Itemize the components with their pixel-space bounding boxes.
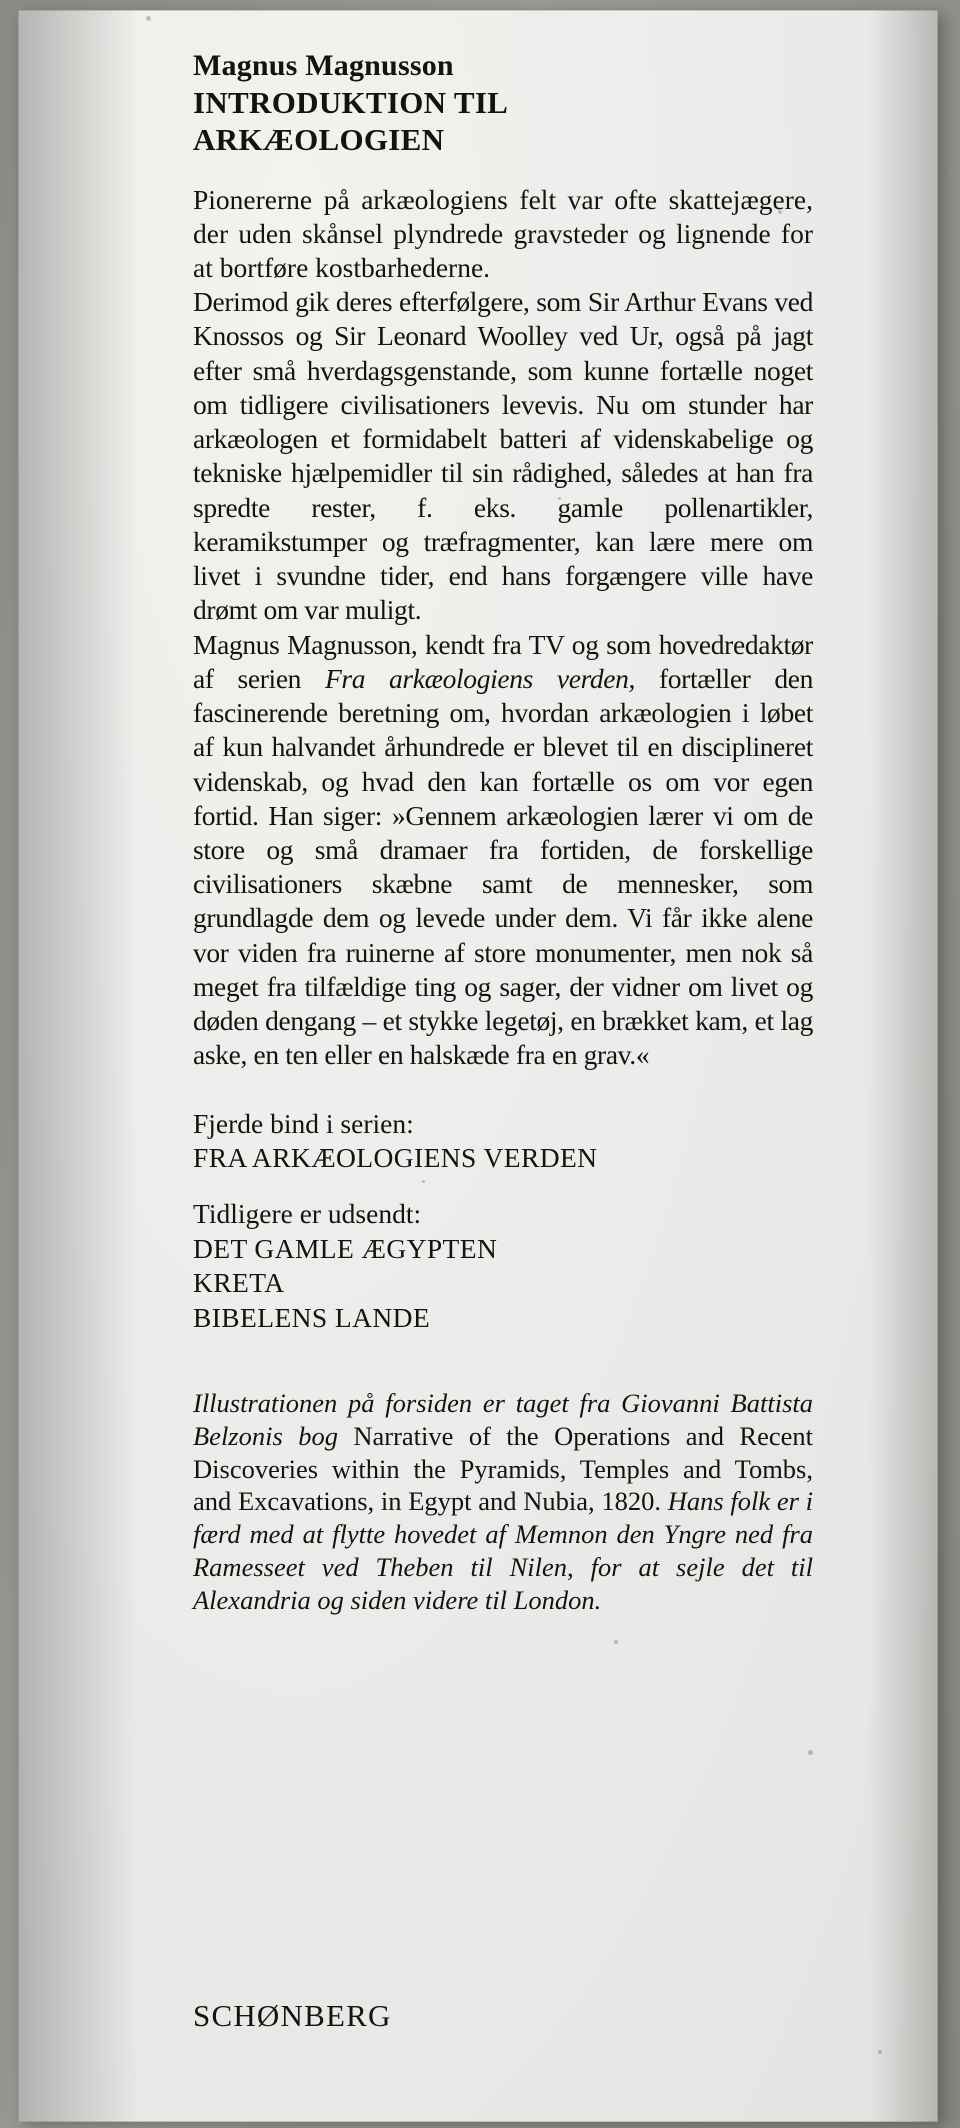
blurb-p3-part-b: fortæller den fascinerende beretning om, hvordan arkæologien i løbet af kun halvandet århundrede er blevet til en disciplineret videnskab, og hvad den kan fortælle os om vor egen fortid. Han siger: »Gennem arkæologien lærer vi om de store og små dramaer fra fortiden, de forskellige civilisationers skæbne samt de mennesker, som grundlagde dem og levede under dem. Vi får ikke alene vor viden fra ruinerne af store monumenter, men nok så meget fra tilfældige ting og sager, der vidner om livet og døden dengang – et stykke legetøj, en brækket kam, et lag aske, en ten eller en halskæde fra en grav.« [193, 662, 814, 1071]
dust-speck [878, 2050, 882, 2054]
illustration-credit-italic-1: Illustrationen på forsiden er taget fra Giovanni Battista Belzonis bog [193, 1387, 813, 1451]
blurb-text [193, 183, 813, 1073]
cover-text-column [193, 48, 813, 1617]
illustration-credit-italic-2: Hans folk er i færd med at flytte hovedet af Memnon den Yngre ned fra Ramesseet ved Theben til Nilen, for at sejle det til Alexandria og siden videre til London. [193, 1486, 813, 1616]
book-title-line-1: INTRODUKTION TIL [193, 85, 509, 121]
series-current-label: Fjerde bind i serien: [193, 1107, 414, 1139]
series-info [193, 1107, 813, 1335]
blurb-p3-part-a: Magnus Magnusson, kendt fra TV og som hovedredaktør af serien [193, 628, 813, 694]
dust-speck [808, 1750, 813, 1755]
book-back-cover [18, 10, 938, 2122]
series-previous-title-2: KRETA [193, 1267, 285, 1299]
dust-speck [146, 16, 151, 21]
publisher-name: SCHØNBERG [193, 1998, 392, 2033]
blurb-paragraph-1: Pionererne på arkæologiens felt var ofte skattejægere, der uden skånsel plyndrede gravsteder og lignende for at bortføre kostbarhederne. [193, 183, 813, 284]
series-current-title: FRA ARKÆOLOGIENS VERDEN [193, 1142, 598, 1174]
book-title-line-2: ARKÆOLOGIEN [193, 121, 445, 157]
book-author: Magnus Magnusson [193, 49, 454, 82]
series-previous-label: Tidligere er udsendt: [193, 1198, 422, 1230]
series-title-italic: Fra arkæologiens verden, [324, 662, 636, 694]
illustration-credit [193, 1387, 813, 1617]
series-previous-title-3: BIBELENS LANDE [193, 1301, 431, 1333]
illustration-credit-roman: Narrative of the Operations and Recent Discoveries within the Pyramids, Temples and Tombs, and Excavations, in Egypt and Nubia, 1820. [193, 1420, 813, 1517]
series-spacer [193, 1175, 813, 1197]
blurb-paragraph-2: Derimod gik deres efterfølgere, som Sir Arthur Evans ved Knossos og Sir Leonard Woolley ved Ur, også på jagt efter små hverdagsgenstande, som kunne fortælle noget om tidligere civilisationers levevis. Nu om stunder har arkæologen et formidabelt batteri af videnskabelige og tekniske hjælpemidler til sin rådighed, således at han fra spredte rester, f. eks. gamle pollenartikler, keramikstumper og træfragmenter, kan lære mere om livet i svundne tider, end hans forgængere ville have drømt om var muligt. [193, 286, 813, 626]
dust-speck [614, 1640, 618, 1644]
series-previous-title-1: DET GAMLE ÆGYPTEN [193, 1232, 498, 1264]
blurb-paragraph-3 [193, 628, 813, 1073]
